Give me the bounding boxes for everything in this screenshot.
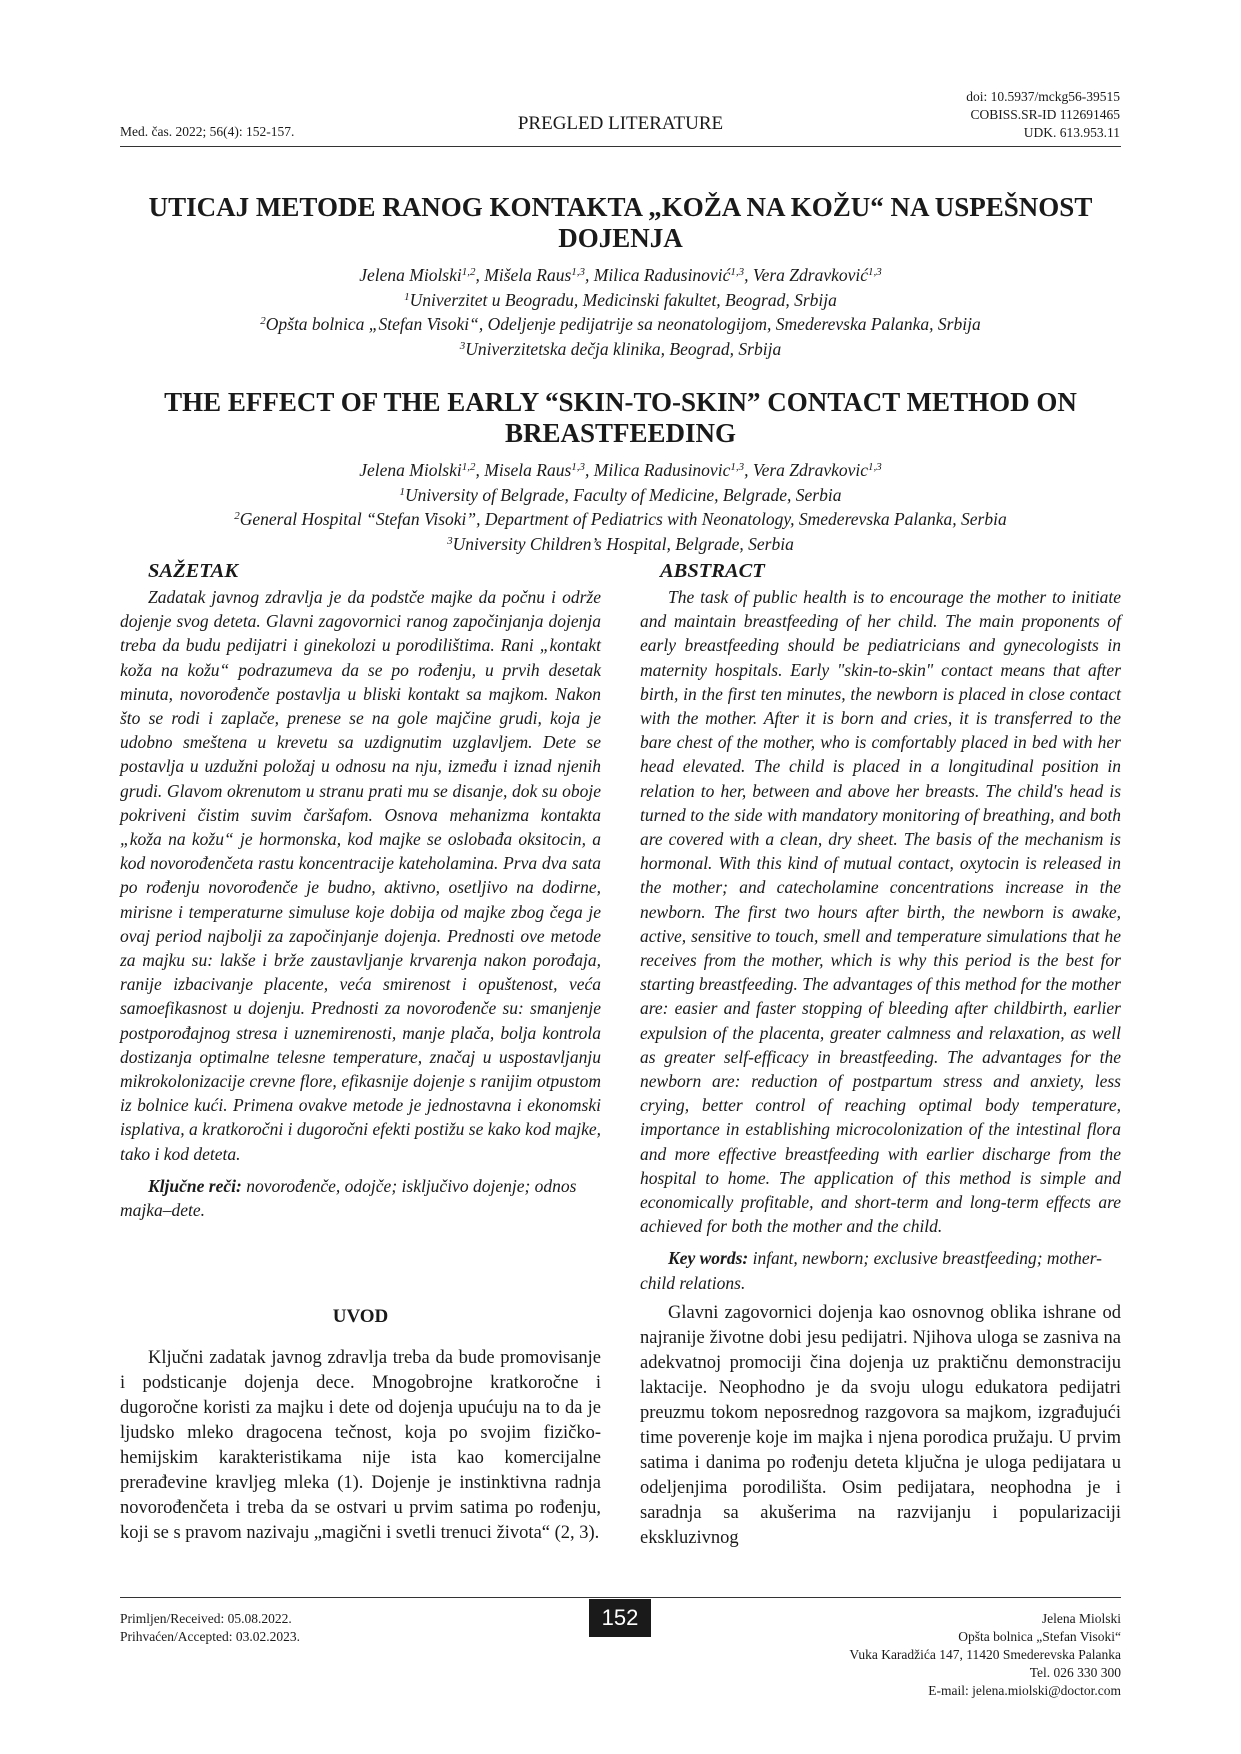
affiliation: $^3$Univerzitetska dečja klinika, Beograd, Srbija [459,338,782,359]
sazetak-keywords [120,1174,601,1222]
journal-citation: Med. čas. 2022; 56(4): 152-157. [120,124,295,139]
affiliation: $^1$Univerzitet u Beogradu, Medicinski fakultet, Beograd, Srbija [404,289,837,310]
sazetak-section [120,560,601,1222]
uvod-paragraph-1: Ključni zadatak javnog zdravlja treba da bude promovisanje i podsticanje dojenja dece. Mnogobrojne kratkoročne i dugoročne koristi za majku i dete od dojenja upućuju na to da je ljudsko mleko dragocena tečnost, koja po svojim fizičko-hemijskim karakteristikama nije ista kao komercijalne prerađevine kravljeg mleka (1). Dojenje je instinktivna radnja novorođenčeta i treba da se ostvari u prvim satima po rođenju, koji se s pravom nazivaju „magični i svetli trenuci života“ (2, 3). [120,1348,601,1543]
authors-english [120,458,1121,556]
uvod-right-column [640,1301,1121,1551]
doi[interactable]: doi: 10.5937/mckg56-39515 [966,89,1120,104]
sazetak-heading: SAŽETAK [148,560,239,582]
keywords-label: Key words: [668,1248,749,1269]
author-name: Mišela Raus [484,265,572,285]
authors-serbian [120,263,1121,361]
title-serbian-line1: UTICAJ METODE RANOG KONTAKTA „KOŽA NA KOŽU“ NA USPEŠNOST [148,192,1093,222]
affiliation: $^2$Opšta bolnica „Stefan Visoki“, Odeljenje pedijatrije sa neonatologijom, Smederevska Palanka, Srbija [260,314,981,334]
author-name: Vera Zdravkovic [752,460,869,480]
contact-institution: Opšta bolnica „Stefan Visoki“ [958,1629,1121,1644]
article-identifiers [966,88,1120,142]
affiliation: $^3$University Children’s Hospital, Belgrade, Serbia [447,533,794,554]
author-name: Jelena Miolski [359,265,462,285]
contact-address: Vuka Karadžića 147, 11420 Smederevska Palanka [849,1647,1121,1662]
keywords-text: novorođenče, odojče; isključivo dojenje; odnos majka–dete. [120,1175,577,1221]
article-category: PREGLED LITERATURE [517,113,724,134]
author-name: Vera Zdravković [752,265,869,285]
header-divider [120,146,1121,147]
author-list: Jelena Miolski$^{1,2}$, Mišela Raus$^{1,3}$, Milica Radusinović$^{1,3}$, Vera Zdravković$^{1,3}$ [359,265,882,285]
contact-name: Jelena Miolski [1041,1611,1121,1626]
affiliation: $^1$University of Belgrade, Faculty of Medicine, Belgrade, Serbia [399,484,842,505]
author-sup: 1,2 [461,461,476,473]
author-sup: 1,3 [868,461,882,473]
author-sup: 1,3 [730,266,745,278]
abstract-keywords [640,1246,1121,1294]
accepted-date: Prihvaćen/Accepted: 03.02.2023. [120,1629,300,1644]
author-sup: 1,2 [461,266,476,278]
abstract-heading: ABSTRACT [660,560,765,582]
page-number: 152 [589,1599,651,1637]
keywords-label: Ključne reči: [148,1175,242,1196]
sazetak-text: Zadatak javnog zdravlja je da podstče majke da počnu i održe dojenje svog deteta. Glavni zagovornici ranog započinjanja dojenja treba da budu pedijatri i ginekolozi u porodilištima. Rani „kontakt koža na kožu“ podrazumeva da se po rođenju, u prvih desetak minuta, novorođenče postavlja u bliski kontakt sa majkom. Nakon što se rodi i zaplače, prenese se na gole majčine grudi, koja je udobno smeštena u krevetu sa uzdignutim uzglavljem. Dete se postavlja u uzdužni položaj u odnosu na nju, između i iznad njenih grudi. Glavom okrenutom u stranu prati mu se disanje, dok su oboje pokriveni čistim suvim čaršafom. Osnova mehanizma kontakta „koža na kožu“ je hormonska, kod majke se oslobađa oksitocin, a kod novorođenčeta rastu koncentracije kateholamina. Prva dva sata po rođenju novorođenče je budno, aktivno, osetljivo na dodirne, mirisne i temperaturne simuluse koje dobija od majke zbog čega je ovaj period najbolji za započinjanje dojenja. Prednosti ove metode za majku su: lakše i brže zaustavljanje krvarenja nakon porođaja, ranije izbacivanje placente, veća smirenost i opuštenost, veća samoefikasnost u dojenju. Prednosti za novorođenče su: smanjenje postporođajnog stresa i uznemirenosti, manje plača, bolja kontrola dostizanja optimalne telesne temperature, značaj u uspostavljanju mikrokolonizacije crevne flore, efikasnije dojenje s ranijim otpustom iz bolnice kući. Primena ovakve metode je jednostavna i ekonomski isplativa, a kratkoročni i dugoročni efekti postižu se kako kod majke, tako i kod deteta. [120,587,601,1164]
correspondence-address [849,1610,1121,1700]
title-english-line2: BREASTFEEDING [504,418,737,448]
contact-email[interactable]: E-mail: jelena.miolski@doctor.com [928,1683,1121,1698]
footer-divider [120,1597,1121,1598]
uvod-heading: UVOD [332,1306,389,1327]
uvod-paragraph-2: Glavni zagovornici dojenja kao osnovnog oblika ishrane od najranije životne dobi jesu pedijatri. Njihova uloga se zasniva na adekvatnoj promociji čina dojenja uz praktičnu demonstraciju laktacije. Neophodno je da svoju ulogu edukatora pedijatri preuzmu tokom neposrednog razgovora sa majkom, izgrađujući time poverenje koje im majka i njena porodica pružaju. U prvim satima i danima po rođenju deteta ključna je uloga pedijatara u odeljenjima porodilišta. Osim pedijatara, neophodna je i saradnja sa akušerima na razvijanju i popularizaciji ekskluzivnog [640,1303,1121,1548]
affiliation: $^2$General Hospital “Stefan Visoki”, Department of Pediatrics with Neonatology, Smederevska Palanka, Serbia [234,509,1007,529]
author-name: Milica Radusinović [593,265,731,285]
cobiss-id: COBISS.SR-ID 112691465 [970,107,1120,122]
author-sup: 1,3 [868,266,882,278]
author-name: Jelena Miolski [359,460,462,480]
keywords-text: infant, newborn; exclusive breastfeeding; mother-child relations. [640,1248,1102,1293]
author-sup: 1,3 [571,461,586,473]
udk-code: UDK. 613.953.11 [1023,125,1120,140]
author-sup: 1,3 [730,461,745,473]
abstract-text: The task of public health is to encourage the mother to initiate and maintain breastfeeding of her child. The main proponents of early breastfeeding should be pediatricians and gynecologists in maternity hospitals. Early "skin-to-skin" contact means that after birth, in the first ten minutes, the newborn is placed in close contact with the mother. After it is born and cries, it is transferred to the bare chest of the mother, who is comfortably placed in bed with her head elevated. The child is placed in a longitudinal position in relation to her, between and above her breasts. The child's head is turned to the side with mandatory monitoring of breathing, and both are covered with a clean, dry sheet. The basis of the mechanism is hormonal. With this kind of mutual contact, oxytocin is released in the mother; and catecholamine concentrations increase in the newborn. The first two hours after birth, the newborn is awake, active, sensitive to touch, smell and temperature simulations that he receives from the mother, which is why this period is the best for starting breastfeeding. The advantages of this method for the mother are: easier and faster stopping of bleeding after childbirth, earlier expulsion of the placenta, greater calmness and relaxation, as well as greater self-efficacy in breastfeeding. The advantages for the newborn are: reduction of postpartum stress and anxiety, less crying, better control of reaching optimal body temperature, importance in establishing microcolonization of the intestinal flora and more effective breastfeeding with earlier discharge from the hospital to home. The application of this method is simple and economically profitable, and short-term and long-term effects are achieved for both the mother and the child. [640,587,1121,1237]
title-english-line1: THE EFFECT OF THE EARLY “SKIN-TO-SKIN” CONTACT METHOD ON [164,387,1077,417]
abstract-section [640,560,1121,1295]
received-date: Primljen/Received: 05.08.2022. [120,1611,292,1626]
title-english [120,387,1121,449]
title-serbian-line2: DOJENJA [558,223,683,253]
author-name: Milica Radusinovic [593,460,731,480]
submission-dates [120,1610,300,1646]
author-list: Jelena Miolski$^{1,2}$, Misela Raus$^{1,3}$, Milica Radusinovic$^{1,3}$, Vera Zdravkovic$^{1,3}$ [359,460,882,480]
author-name: Misela Raus [484,460,572,480]
author-sup: 1,3 [571,266,586,278]
uvod-left-column [120,1346,601,1546]
contact-phone: Tel. 026 330 300 [1029,1665,1121,1680]
title-serbian [120,192,1121,254]
